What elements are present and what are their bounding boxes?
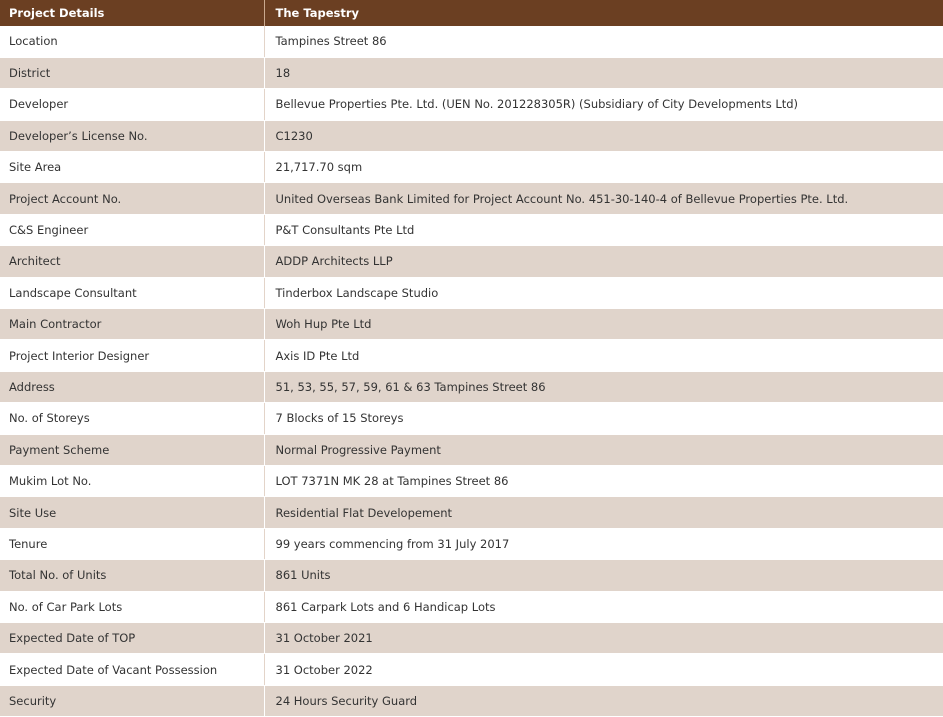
row-label: Landscape Consultant — [0, 277, 264, 308]
header-project-name: The Tapestry — [264, 0, 943, 26]
row-label: Developer’s License No. — [0, 120, 264, 151]
table-row — [0, 214, 943, 245]
table-row — [0, 340, 943, 371]
row-label: Architect — [0, 246, 264, 277]
row-label: Project Account No. — [0, 183, 264, 214]
table-row — [0, 591, 943, 622]
row-value: P&T Consultants Pte Ltd — [264, 214, 943, 245]
row-label: Address — [0, 371, 264, 402]
row-value: 18 — [264, 57, 943, 88]
row-value: United Overseas Bank Limited for Project Account No. 451-30-140-4 of Bellevue Properties Pte. Ltd. — [264, 183, 943, 214]
row-label: Expected Date of Vacant Possession — [0, 654, 264, 685]
row-value: Axis ID Pte Ltd — [264, 340, 943, 371]
table-header-row — [0, 0, 943, 26]
row-value: 51, 53, 55, 57, 59, 61 & 63 Tampines Street 86 — [264, 371, 943, 402]
table-row — [0, 434, 943, 465]
table-row — [0, 622, 943, 653]
row-label: Payment Scheme — [0, 434, 264, 465]
table-row — [0, 57, 943, 88]
table-row — [0, 497, 943, 528]
row-label: Security — [0, 685, 264, 716]
row-label: District — [0, 57, 264, 88]
row-value: 7 Blocks of 15 Storeys — [264, 403, 943, 434]
table-row — [0, 26, 943, 57]
table-row — [0, 183, 943, 214]
table-row — [0, 465, 943, 496]
table-row — [0, 560, 943, 591]
row-value: Tinderbox Landscape Studio — [264, 277, 943, 308]
table-row — [0, 685, 943, 716]
table-row — [0, 152, 943, 183]
table-row — [0, 528, 943, 559]
row-value: Woh Hup Pte Ltd — [264, 309, 943, 340]
row-value: Normal Progressive Payment — [264, 434, 943, 465]
row-value: Bellevue Properties Pte. Ltd. (UEN No. 201228305R) (Subsidiary of City Developments Ltd) — [264, 89, 943, 120]
table-row — [0, 403, 943, 434]
row-label: Site Area — [0, 152, 264, 183]
row-value: 861 Units — [264, 560, 943, 591]
row-label: Expected Date of TOP — [0, 622, 264, 653]
row-value: 99 years commencing from 31 July 2017 — [264, 528, 943, 559]
row-label: No. of Storeys — [0, 403, 264, 434]
row-label: Tenure — [0, 528, 264, 559]
row-value: Residential Flat Developement — [264, 497, 943, 528]
table-row — [0, 309, 943, 340]
row-value: 31 October 2021 — [264, 622, 943, 653]
row-value: 24 Hours Security Guard — [264, 685, 943, 716]
table-row — [0, 654, 943, 685]
row-label: Location — [0, 26, 264, 57]
row-label: C&S Engineer — [0, 214, 264, 245]
row-value: 861 Carpark Lots and 6 Handicap Lots — [264, 591, 943, 622]
row-value: Tampines Street 86 — [264, 26, 943, 57]
header-project-details: Project Details — [0, 0, 264, 26]
row-label: Developer — [0, 89, 264, 120]
table-row — [0, 277, 943, 308]
row-label: No. of Car Park Lots — [0, 591, 264, 622]
table-body — [0, 26, 943, 717]
table-row — [0, 120, 943, 151]
row-label: Total No. of Units — [0, 560, 264, 591]
row-label: Mukim Lot No. — [0, 465, 264, 496]
row-value: 31 October 2022 — [264, 654, 943, 685]
row-value: 21,717.70 sqm — [264, 152, 943, 183]
table-row — [0, 371, 943, 402]
table-row — [0, 89, 943, 120]
row-value: LOT 7371N MK 28 at Tampines Street 86 — [264, 465, 943, 496]
row-label: Project Interior Designer — [0, 340, 264, 371]
row-label: Site Use — [0, 497, 264, 528]
row-label: Main Contractor — [0, 309, 264, 340]
row-value: C1230 — [264, 120, 943, 151]
row-value: ADDP Architects LLP — [264, 246, 943, 277]
table-row — [0, 246, 943, 277]
